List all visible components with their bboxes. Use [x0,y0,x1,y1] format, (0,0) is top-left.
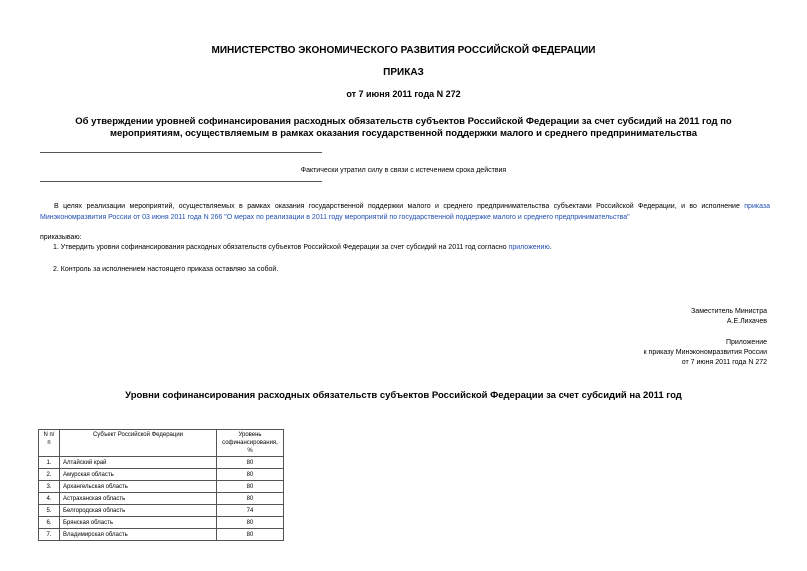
appendix-label: Приложение [725,339,767,346]
row-subject: Астраханская область [60,493,217,505]
row-subject: Белгородская область [60,505,217,517]
row-subject: Брянская область [60,517,217,529]
row-level: 80 [217,529,284,541]
table-row [39,505,284,517]
preamble-text: В целях реализации мероприятий, осуществляемых в рамках оказания государственной поддержки малого и среднего предпринимательства субъектами Российской Федерации, и во исполнение [54,203,745,210]
doc-title: Об утверждении уровней софинансирования расходных обязательств субъектов Российской Федерации за счет субсидий на 2011 год по мероприятиям, осуществляемым в рамках оказания государственной поддержки малого и среднего предпринимательства [75,116,732,139]
row-num: 2. [39,469,60,481]
signer-name: А.Е.Лихачев [726,318,767,325]
ministry-heading: МИНИСТЕРСТВО ЭКОНОМИЧЕСКОГО РАЗВИТИЯ РОССИЙСКОЙ ФЕДЕРАЦИИ [211,45,596,56]
table-row [39,469,284,481]
col-header-level: Уровень софинансирования, % [217,430,284,457]
order-266-link[interactable]: приказа Минэкономразвития России от 03 июня 2011 года N 266 "О мерах по реализации в 2011 году мероприятий по государственной поддержке малого и среднего предпринимательства" [40,203,770,221]
row-num: 1. [39,457,60,469]
row-level: 80 [217,517,284,529]
row-level: 80 [217,469,284,481]
table-row [39,457,284,469]
table-row [39,529,284,541]
row-num: 6. [39,517,60,529]
appendix-line-2: к приказу Минэкономразвития России [643,349,767,356]
table-header-row [39,430,284,457]
table-row [39,493,284,505]
appendix-line-3: от 7 июня 2011 года N 272 [681,359,767,366]
appendix-block [644,338,767,368]
order-item-1 [53,244,552,251]
doc-date-number: от 7 июня 2011 года N 272 [346,89,461,99]
row-level: 74 [217,505,284,517]
row-level: 80 [217,493,284,505]
row-level: 80 [217,457,284,469]
divider-top [40,152,322,153]
cofinancing-table [38,429,284,541]
signature-block [691,307,767,327]
row-num: 5. [39,505,60,517]
order-item-2: 2. Контроль за исполнением настоящего приказа оставляю за собой. [53,266,279,273]
item-1-end: . [549,244,552,251]
row-num: 7. [39,529,60,541]
row-subject: Алтайский край [60,457,217,469]
status-note: Фактически утратил силу в связи с истечением срока действия [300,167,507,174]
col-header-num: N п/п [39,430,60,457]
row-level: 80 [217,481,284,493]
appendix-link[interactable]: приложению [508,244,550,251]
row-num: 4. [39,493,60,505]
divider-bottom [40,181,322,182]
order-word: приказываю: [40,234,82,241]
row-num: 3. [39,481,60,493]
preamble-paragraph [40,202,770,223]
table-row [39,481,284,493]
row-subject: Архангельская область [60,481,217,493]
table-title: Уровни софинансирования расходных обязательств субъектов Российской Федерации за счет субсидий на 2011 год [125,390,682,401]
signer-position: Заместитель Министра [691,308,767,315]
row-subject: Амурская область [60,469,217,481]
doc-type-heading: ПРИКАЗ [383,67,424,78]
col-header-subject: Субъект Российской Федерации [60,430,217,457]
item-1-text: 1. Утвердить уровни софинансирования расходных обязательств субъектов Российской Федерации за счет субсидий на 2011 год согласно [53,244,509,251]
row-subject: Владимирская область [60,529,217,541]
table-row [39,517,284,529]
